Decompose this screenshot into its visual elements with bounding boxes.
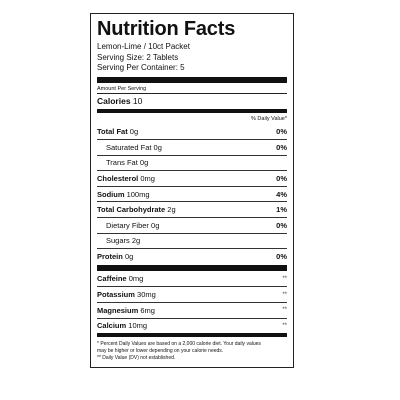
nutrient-amount: 100mg bbox=[126, 189, 150, 199]
nutrient-dv: ** bbox=[282, 275, 287, 282]
nutrient-dv: 4% bbox=[276, 189, 287, 199]
nutrient-dv: ** bbox=[282, 291, 287, 298]
footnote-line: * Percent Daily Values are based on a 2,000 calorie diet. Your daily values bbox=[97, 341, 261, 348]
nutrient-amount: 0g bbox=[153, 142, 162, 152]
nutrient-name: Total Carbohydrate bbox=[97, 205, 166, 215]
nutrient-amount: 6mg bbox=[140, 305, 155, 315]
nutrient-row-dietary-fiber bbox=[97, 217, 287, 233]
nutrient-dv: 0% bbox=[276, 252, 287, 262]
nutrient-row-magnesium bbox=[97, 302, 287, 318]
footnotes bbox=[97, 337, 287, 362]
nutrient-row-calcium bbox=[97, 318, 287, 334]
nutrient-row-protein bbox=[97, 248, 287, 264]
nutrient-dv: ** bbox=[282, 307, 287, 314]
servings-per-container: Serving Per Container: 5 bbox=[97, 63, 185, 72]
nutrient-dv: 0% bbox=[276, 220, 287, 230]
nutrient-name: Magnesium bbox=[97, 305, 139, 315]
nutrition-facts-label bbox=[90, 13, 294, 368]
divider-medium bbox=[97, 109, 287, 113]
nutrient-amount: 0g bbox=[129, 126, 139, 136]
nutrient-amount: 2g bbox=[167, 205, 176, 215]
nutrient-amount: 0g bbox=[151, 220, 160, 230]
nutrient-name: Saturated Fat bbox=[106, 142, 152, 152]
nutrient-row-trans-fat bbox=[97, 155, 287, 171]
label-title: Nutrition Facts bbox=[97, 18, 236, 40]
footnote-line: may be higher or lower depending on your calorie needs. bbox=[97, 348, 224, 355]
nutrient-amount: 2g bbox=[131, 236, 141, 246]
footnote-line: ** Daily Value (DV) not established. bbox=[97, 355, 176, 362]
nutrient-row-total-fat bbox=[97, 124, 287, 140]
nutrient-amount: 0mg bbox=[140, 174, 155, 184]
calories-value: 10 bbox=[132, 95, 143, 106]
nutrient-name: Cholesterol bbox=[97, 174, 139, 184]
nutrient-name: Caffeine bbox=[97, 274, 127, 284]
nutrient-row-sodium bbox=[97, 186, 287, 202]
nutrient-name: Protein bbox=[97, 252, 123, 262]
product-line: Lemon-Lime / 10ct Packet bbox=[97, 42, 190, 51]
nutrient-row-potassium bbox=[97, 286, 287, 302]
nutrient-amount: 0mg bbox=[128, 274, 144, 284]
nutrient-row-cholesterol bbox=[97, 170, 287, 186]
nutrient-name: Trans Fat bbox=[106, 158, 138, 168]
nutrient-name: Sodium bbox=[97, 189, 125, 199]
nutrient-amount: 30mg bbox=[137, 290, 156, 300]
nutrient-dv: 0% bbox=[276, 174, 287, 184]
nutrient-row-saturated-fat bbox=[97, 139, 287, 155]
nutrient-dv: 0% bbox=[276, 142, 287, 152]
nutrient-dv: ** bbox=[282, 322, 287, 329]
nutrient-amount: 0g bbox=[139, 158, 149, 168]
calories-label: Calories bbox=[97, 95, 131, 106]
nutrient-row-total-carbohydrate bbox=[97, 201, 287, 217]
nutrient-name: Potassium bbox=[97, 290, 135, 300]
nutrient-dv: 1% bbox=[276, 205, 287, 215]
nutrient-row-sugars bbox=[97, 233, 287, 249]
nutrient-amount: 0g bbox=[124, 252, 134, 262]
amount-per-serving: Amount Per Serving bbox=[97, 85, 147, 92]
serving-size: Serving Size: 2 Tablets bbox=[97, 52, 179, 62]
nutrient-name: Dietary Fiber bbox=[106, 220, 149, 230]
daily-value-header: % Daily Value* bbox=[251, 115, 287, 122]
calories-row bbox=[97, 94, 287, 108]
divider-thick bbox=[97, 77, 287, 83]
nutrient-amount: 10mg bbox=[128, 321, 148, 331]
nutrient-name: Total Fat bbox=[97, 126, 128, 136]
nutrient-dv: 0% bbox=[276, 126, 287, 136]
nutrient-name: Calcium bbox=[97, 321, 127, 331]
nutrient-name: Sugars bbox=[106, 236, 130, 246]
nutrient-row-caffeine bbox=[97, 271, 287, 287]
